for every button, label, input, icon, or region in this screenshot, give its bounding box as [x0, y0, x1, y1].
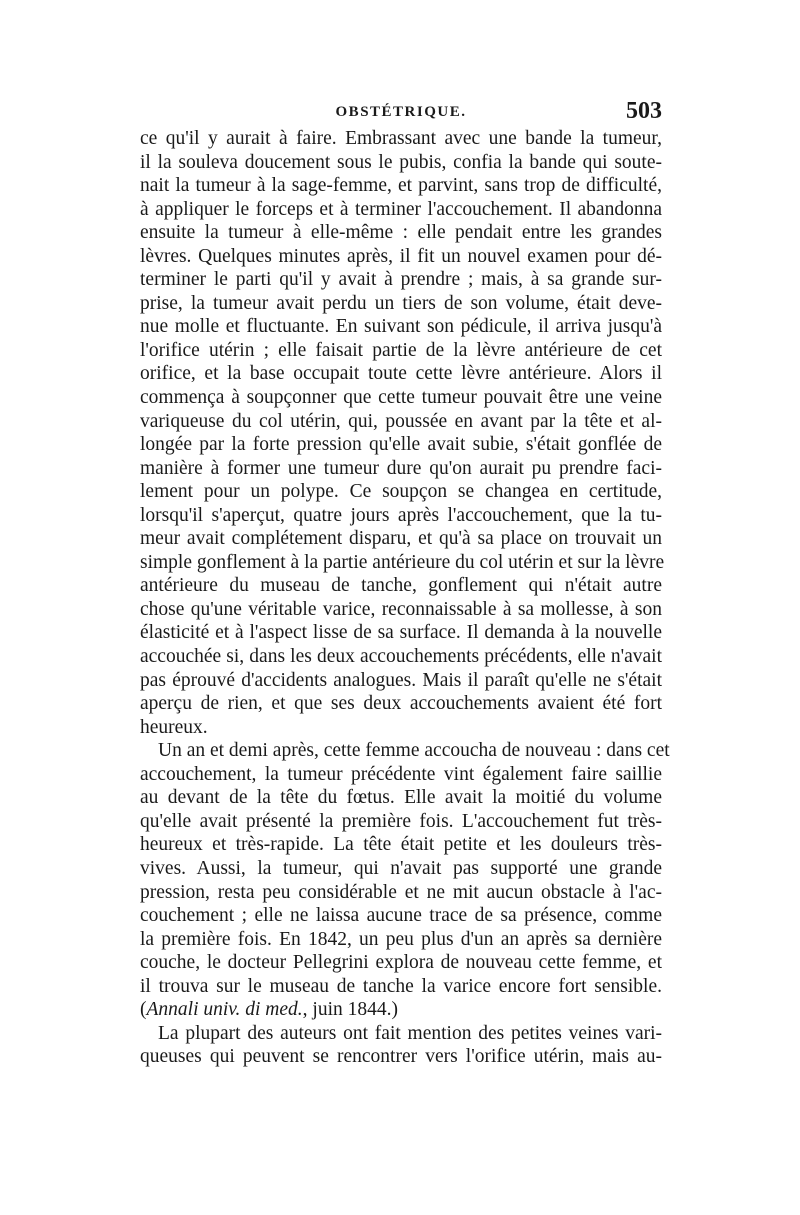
text-line: prise, la tumeur avait perdu un tiers de son volume, était deve-: [140, 292, 662, 314]
text-line: accouchement, la tumeur précédente vint également faire saillie: [140, 763, 662, 785]
text-line: il trouva sur le museau de tanche la varice encore fort sensible.: [140, 975, 662, 997]
text-line: antérieure du museau de tanche, gonflement qui n'était autre: [140, 575, 662, 597]
text-line: aperçu de rien, et que ses deux accouchements avaient été fort: [140, 693, 662, 715]
running-head: [140, 98, 662, 128]
text-line: vives. Aussi, la tumeur, qui n'avait pas supporté une grande: [140, 857, 662, 879]
text-line: lorsqu'il s'aperçut, quatre jours après l'accouchement, que la tu-: [140, 504, 662, 526]
text-line: heureux.: [140, 716, 208, 738]
text-line: commença à soupçonner que cette tumeur pouvait être une veine: [140, 387, 662, 409]
text-line: variqueuse du col utérin, qui, poussée en avant par la tête et al-: [140, 410, 662, 432]
text-line: à appliquer le forceps et à terminer l'accouchement. Il abandonna: [140, 198, 662, 220]
text-line: l'orifice utérin ; elle faisait partie de la lèvre antérieure de cet: [140, 339, 662, 361]
text-line: au devant de la tête du fœtus. Elle avait la moitié du volume: [140, 787, 662, 809]
paragraph-1: [140, 127, 665, 739]
citation-line: [140, 998, 662, 1022]
text-line: queuses qui peuvent se rencontrer vers l'orifice utérin, mais au-: [140, 1046, 662, 1068]
text-line: heureux et très-rapide. La tête était petite et les douleurs très-: [140, 834, 662, 856]
text-line: nait la tumeur à la sage-femme, et parvint, sans trop de difficulté,: [140, 175, 662, 197]
text-line: pression, resta peu considérable et ne mit aucun obstacle à l'ac-: [140, 881, 662, 903]
text-line: longée par la forte pression qu'elle avait subie, s'était gonflée de: [140, 434, 662, 456]
text-line: nue molle et fluctuante. En suivant son pédicule, il arriva jusqu'à: [140, 316, 662, 338]
running-title: OBSTÉTRIQUE.: [335, 104, 467, 120]
paragraph-2: [140, 739, 670, 1022]
text-line: lèvres. Quelques minutes après, il fit un nouvel examen pour dé-: [140, 245, 662, 267]
text-line: il la souleva doucement sous le pubis, confia la bande qui soute-: [140, 151, 662, 173]
text-line: La plupart des auteurs ont fait mention des petites veines vari-: [158, 1022, 662, 1044]
paragraph-3: [140, 1022, 662, 1069]
text-line: pas éprouvé d'accidents analogues. Mais il paraît qu'elle ne s'était: [140, 669, 662, 691]
text-line: ce qu'il y aurait à faire. Embrassant avec une bande la tumeur,: [140, 128, 662, 149]
text-line: manière à former une tumeur dure qu'on aurait pu prendre faci-: [140, 457, 662, 479]
text-line: élasticité et à l'aspect lisse de sa surface. Il demanda à la nouvelle: [140, 622, 662, 644]
text-line: accouchée si, dans les deux accouchements précédents, elle n'avait: [140, 646, 662, 668]
text-line: la première fois. En 1842, un peu plus d'un an après sa dernière: [140, 928, 662, 950]
text-line: simple gonflement à la partie antérieure du col utérin et sur la lèvre: [140, 551, 665, 573]
citation-journal: Annali univ. di med.: [146, 999, 303, 1021]
citation-date: , juin 1844.): [302, 999, 398, 1021]
text-line: orifice, et la base occupait toute cette lèvre antérieure. Alors il: [140, 363, 662, 385]
text-line: terminer le parti qu'il y avait à prendre ; mais, à sa grande sur-: [140, 269, 662, 291]
text-line: chose qu'une véritable varice, reconnaissable à sa mollesse, à son: [140, 598, 662, 620]
citation-open: (: [140, 999, 147, 1021]
text-line: qu'elle avait présenté la première fois. L'accouchement fut très-: [140, 810, 662, 832]
text-line: couchement ; elle ne laissa aucune trace de sa présence, comme: [140, 905, 662, 927]
page-number: 503: [626, 98, 662, 124]
text-line: meur avait complétement disparu, et qu'à sa place on trouvait un: [140, 528, 662, 550]
text-line: Un an et demi après, cette femme accoucha de nouveau : dans cet: [158, 740, 670, 762]
text-line: lement pour un polype. Ce soupçon se changea en certitude,: [140, 481, 662, 503]
body-text: [140, 127, 670, 1069]
text-line: ensuite la tumeur à elle-même : elle pendait entre les grandes: [140, 222, 662, 244]
text-line: couche, le docteur Pellegrini explora de nouveau cette femme, et: [140, 952, 662, 974]
